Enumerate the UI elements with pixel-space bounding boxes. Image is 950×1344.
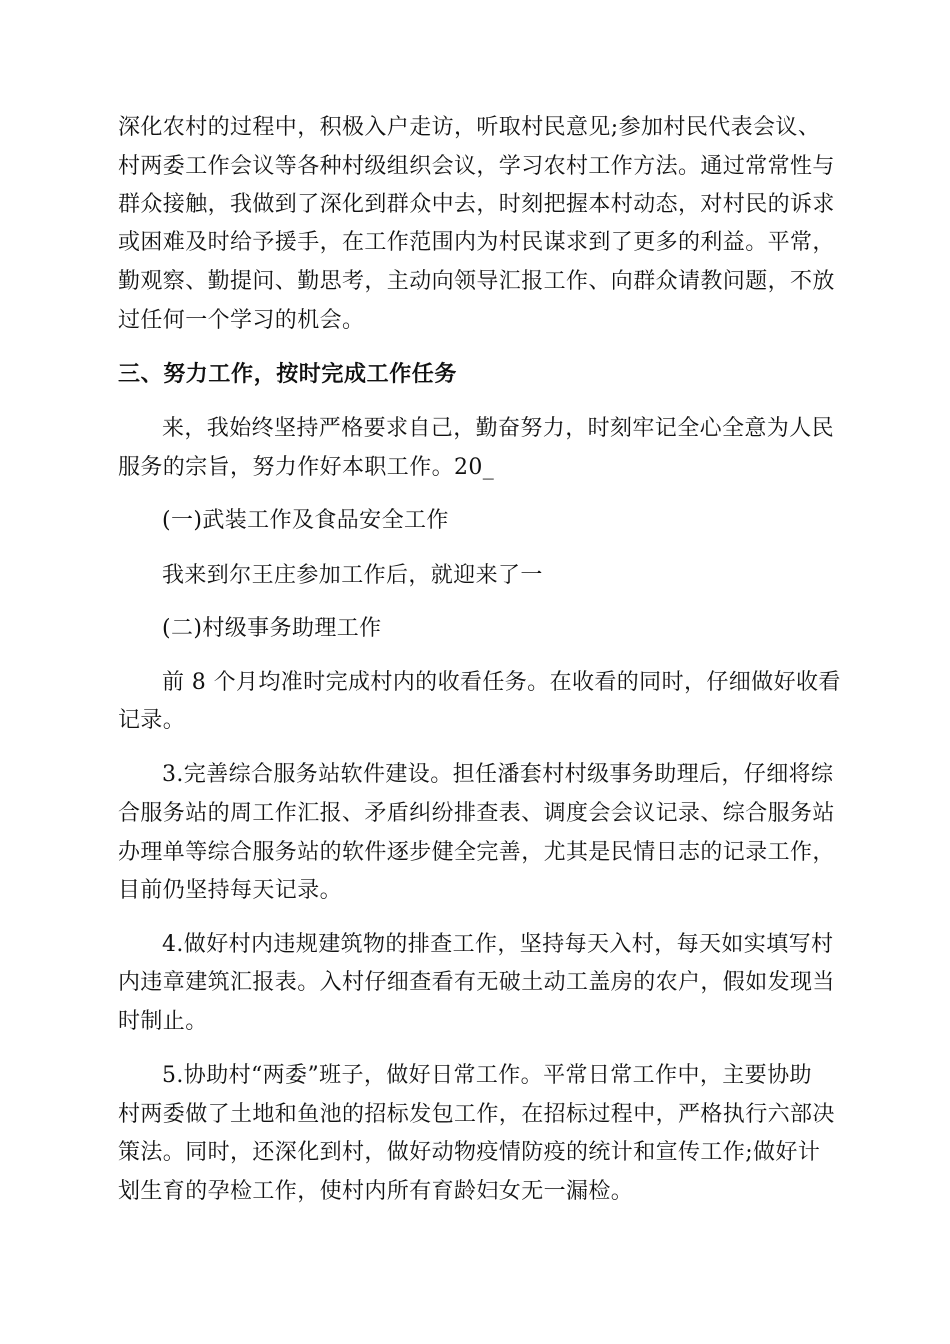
- paragraph-line: 村两委工作会议等各种村级组织会议，学习农村工作方法。通过常常性与: [118, 154, 835, 179]
- paragraph-line: 时制止。: [118, 1009, 208, 1034]
- paragraph-line: 前 8 个月均准时完成村内的收看任务。在收看的同时，仔细做好收看: [162, 670, 841, 695]
- paragraph-line: 合服务站的周工作汇报、矛盾纠纷排查表、调度会会议记录、综合服务站: [118, 801, 835, 826]
- section-heading: 三、努力工作，按时完成工作任务: [118, 362, 458, 387]
- paragraph-line: 勤观察、勤提问、勤思考，主动向领导汇报工作、向群众请教问题，不放: [118, 269, 835, 294]
- paragraph-line: 过任何一个学习的机会。: [118, 308, 365, 333]
- paragraph-line: 4.做好村内违规建筑物的排查工作，坚持每天入村，每天如实填写村: [162, 932, 834, 957]
- paragraph-line: 策法。同时，还深化到村，做好动物疫情防疫的统计和宣传工作;做好计: [118, 1140, 821, 1165]
- paragraph-line: 内违章建筑汇报表。入村仔细查看有无破土动工盖房的农户，假如发现当: [118, 970, 835, 995]
- paragraph-line: 记录。: [118, 708, 186, 733]
- paragraph-line: 3.完善综合服务站软件建设。担任潘套村村级事务助理后，仔细将综: [162, 762, 834, 787]
- subsection-heading: (一)武装工作及食品安全工作: [162, 508, 449, 533]
- subsection-heading: (二)村级事务助理工作: [162, 616, 382, 641]
- paragraph-line: 群众接触，我做到了深化到群众中去，时刻把握本村动态，对村民的诉求: [118, 192, 835, 217]
- paragraph-line: 我来到尔王庄参加工作后，就迎来了一: [162, 563, 543, 588]
- paragraph-line: 服务的宗旨，努力作好本职工作。20_: [118, 455, 495, 480]
- paragraph-line: 来，我始终坚持严格要求自己，勤奋努力，时刻牢记全心全意为人民: [162, 416, 835, 441]
- paragraph-line: 村两委做了土地和鱼池的招标发包工作，在招标过程中，严格执行六部决: [118, 1102, 835, 1127]
- paragraph-line: 划生育的孕检工作，使村内所有育龄妇女无一漏检。: [118, 1179, 634, 1204]
- paragraph-line: 目前仍坚持每天记录。: [118, 878, 343, 903]
- paragraph-line: 办理单等综合服务站的软件逐步健全完善，尤其是民情日志的记录工作，: [118, 840, 835, 865]
- paragraph-line: 深化农村的过程中，积极入户走访，听取村民意见;参加村民代表会议、: [118, 115, 821, 140]
- paragraph-line: 或困难及时给予援手，在工作范围内为村民谋求到了更多的利益。平常，: [118, 230, 835, 255]
- paragraph-line: 5.协助村“两委”班子，做好日常工作。平常日常工作中，主要协助: [162, 1063, 812, 1088]
